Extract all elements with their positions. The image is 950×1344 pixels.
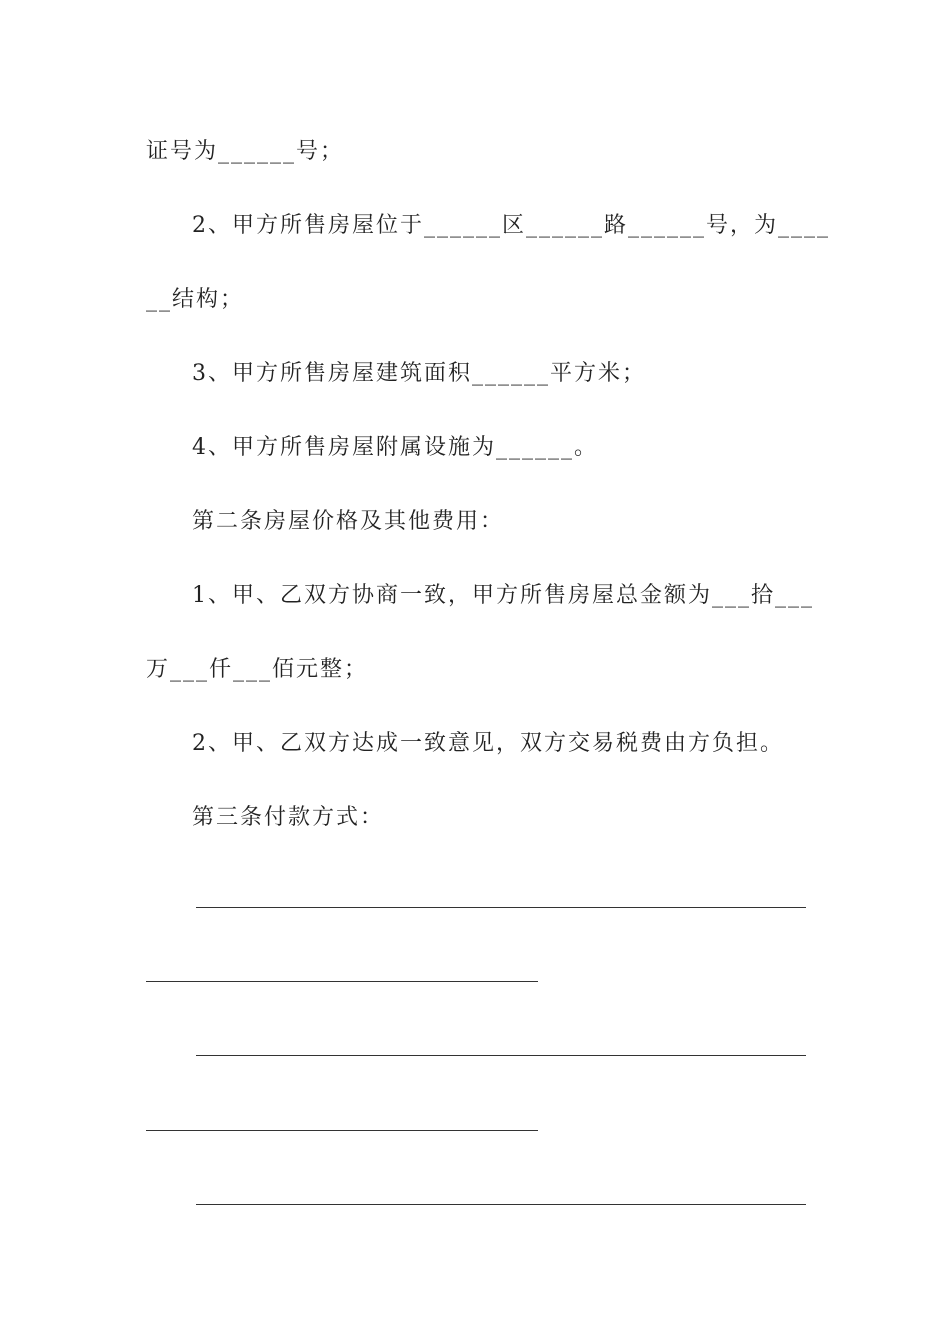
text-line-4: 3、甲方所售房屋建筑面积______平方米； (192, 361, 646, 386)
text-line-3: __结构； (146, 287, 245, 312)
blank-line-2 (146, 981, 538, 982)
text-line-9: 2、甲、乙双方达成一致意见，双方交易税费由方负担。 (192, 731, 784, 756)
blank-line-1 (196, 907, 806, 908)
text-line-1: 证号为______号； (146, 139, 345, 164)
text-line-8: 万___仟___佰元整； (146, 657, 369, 682)
article-2-heading: 第二条房屋价格及其他费用： (192, 509, 505, 534)
text-line-7: 1、甲、乙双方协商一致，甲方所售房屋总金额为___拾___ (192, 583, 814, 608)
blank-line-3 (196, 1055, 806, 1056)
text-line-5: 4、甲方所售房屋附属设施为______。 (192, 435, 598, 460)
text-line-2: 2、甲方所售房屋位于______区______路______号，为____ (192, 213, 830, 238)
article-3-heading: 第三条付款方式： (192, 805, 385, 830)
blank-line-5 (196, 1204, 806, 1205)
blank-line-4 (146, 1130, 538, 1131)
